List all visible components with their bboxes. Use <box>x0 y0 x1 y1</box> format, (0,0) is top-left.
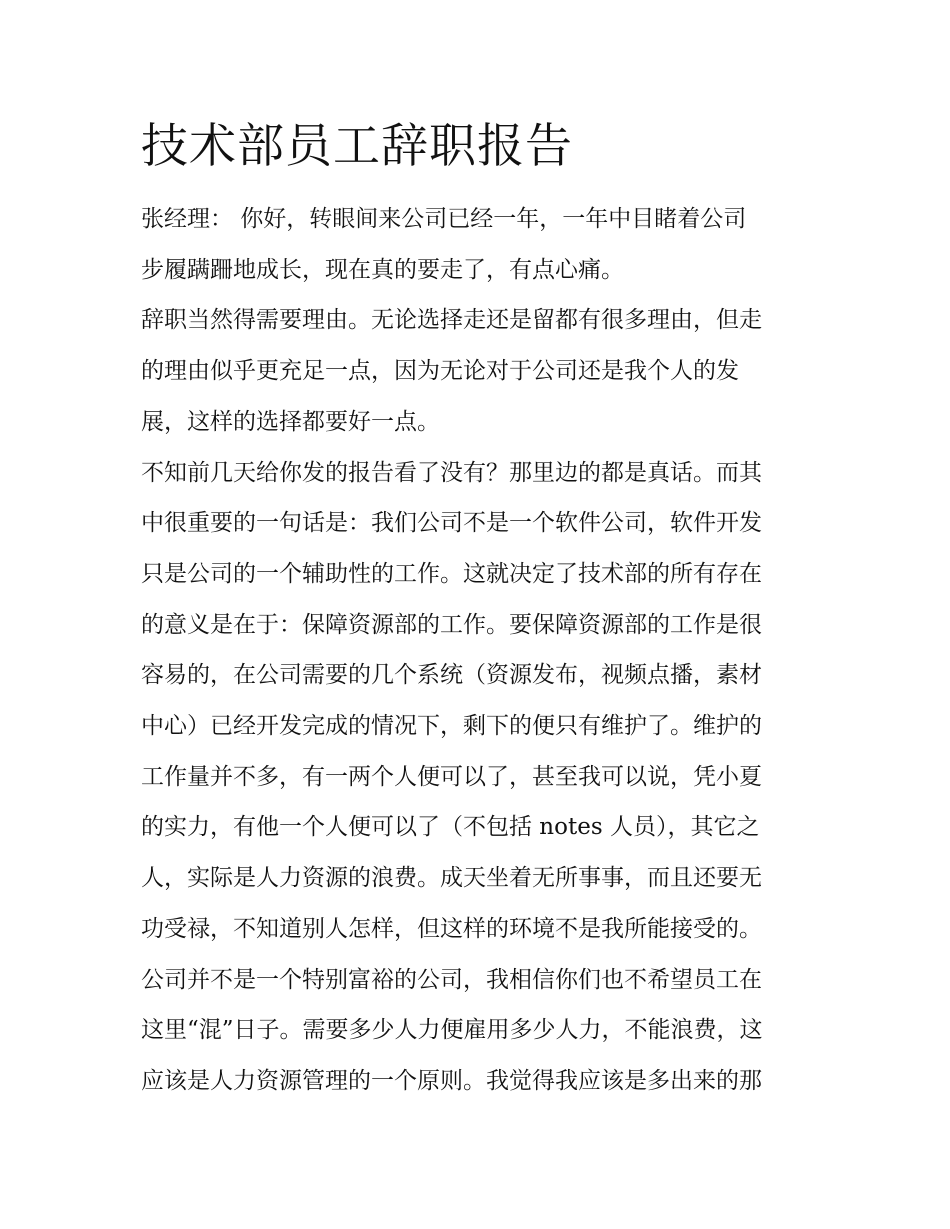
text-line: 的实力，有他一个人便可以了（不包括 notes 人员），其它之 <box>141 814 760 841</box>
text-line: 不知前几天给你发的报告看了没有？那里边的都是真话。而其 <box>141 459 762 486</box>
text-line: 公司并不是一个特别富裕的公司，我相信你们也不希望员工在 <box>141 966 762 993</box>
text-line: 的意义是在于：保障资源部的工作。要保障资源部的工作是很 <box>141 611 762 638</box>
text-line: 容易的，在公司需要的几个系统（资源发布，视频点播，素材 <box>141 662 762 689</box>
text-line: 应该是人力资源管理的一个原则。我觉得我应该是多出来的那 <box>141 1067 762 1094</box>
text-line: 步履蹒跚地成长，现在真的要走了，有点心痛。 <box>141 256 624 283</box>
text-line: 展，这样的选择都要好一点。 <box>141 408 440 435</box>
paragraph-reason <box>141 295 821 447</box>
text-line: 张经理： 你好，转眼间来公司已经一年，一年中目睹着公司 <box>141 206 747 232</box>
text-line: 这里“混”日子。需要多少人力便雇用多少人力，不能浪费，这 <box>141 1017 763 1044</box>
text-line: 功受禄，不知道别人怎样，但这样的环境不是我所能接受的。 <box>141 915 762 942</box>
document-title: 技术部员工辞职报告 <box>141 119 573 174</box>
title-spacer <box>141 182 821 194</box>
text-line: 中很重要的一句话是：我们公司不是一个软件公司，软件开发 <box>141 510 762 537</box>
paragraph-company <box>141 955 821 1107</box>
text-line: 工作量并不多，有一两个人便可以了，甚至我可以说，凭小夏 <box>141 763 762 790</box>
text-line: 中心）已经开发完成的情况下，剩下的便只有维护了。维护的 <box>141 713 762 740</box>
text-line: 人，实际是人力资源的浪费。成天坐着无所事事，而且还要无 <box>141 865 762 892</box>
text-line: 辞职当然得需要理由。无论选择走还是留都有很多理由，但走 <box>141 307 762 334</box>
text-line: 的理由似乎更充足一点，因为无论对于公司还是我个人的发 <box>141 358 739 385</box>
document-page <box>141 112 821 1107</box>
paragraph-greeting <box>141 194 821 295</box>
text-line: 只是公司的一个辅助性的工作。这就决定了技术部的所有存在 <box>141 560 762 587</box>
paragraph-report <box>141 448 821 955</box>
